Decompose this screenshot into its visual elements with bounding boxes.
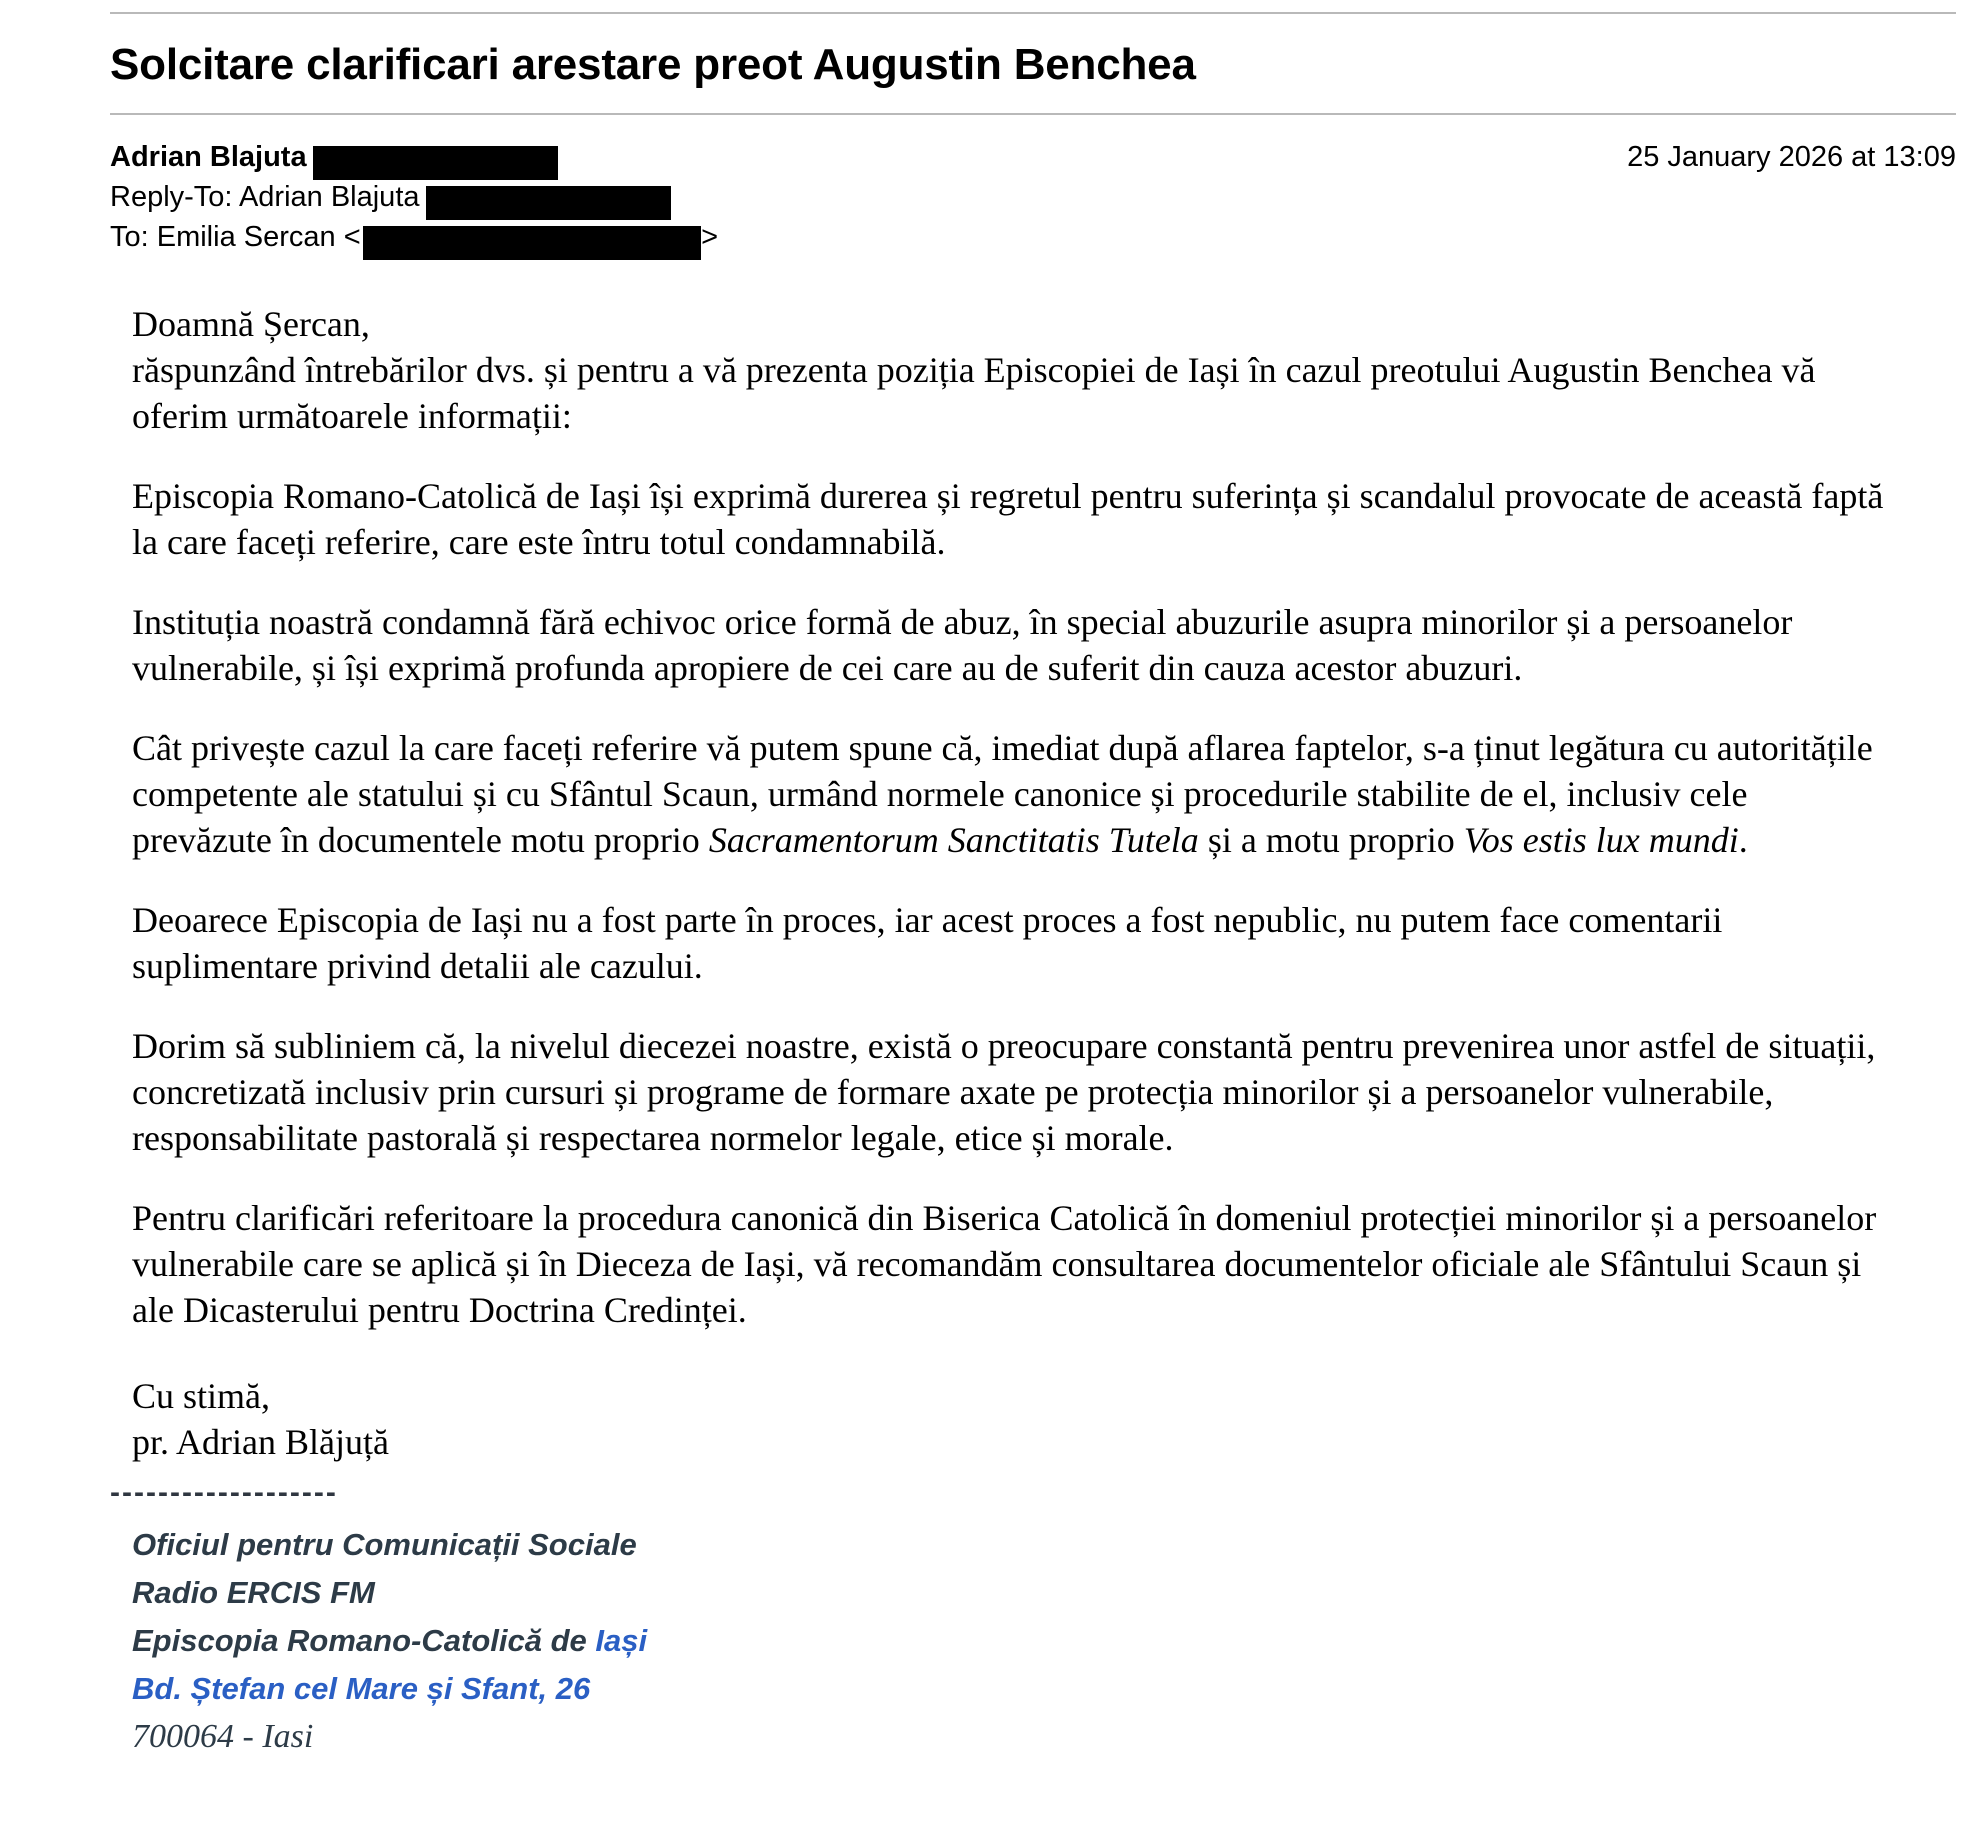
signature-name: pr. Adrian Blăjuță bbox=[132, 1422, 389, 1463]
reply-to-label: Reply-To: Adrian Blajuta bbox=[110, 181, 420, 214]
body-intro: răspunzând întrebărilor dvs. și pentru a vă prezenta poziția Episcopiei de Iași în cazul preotului Augustin Benchea vă oferim următoarele informații: bbox=[132, 350, 1816, 437]
page-title: Solcitare clarificari arestare preot Augustin Benchea bbox=[110, 40, 1196, 89]
footer-diocese-line bbox=[132, 1617, 1956, 1665]
header-to-line bbox=[110, 217, 1956, 260]
email-content bbox=[110, 0, 1956, 1761]
body-paragraph-3 bbox=[132, 725, 1892, 863]
footer-diocese-text: Episcopia Romano-Catolică de bbox=[132, 1623, 596, 1659]
footer-postal-line: 700064 - Iasi bbox=[132, 1718, 314, 1756]
signature-separator: ------------------- bbox=[110, 1476, 338, 1510]
body-paragraph-3-text-c: . bbox=[1738, 820, 1748, 861]
email-timestamp: 25 January 2026 at 13:09 bbox=[1627, 141, 1956, 174]
body-paragraph-1: Episcopia Romano-Catolică de Iași își exprimă durerea și regretul pentru suferința și scandalul provocate de această faptă la care faceți referire, care este întru totul condamnabilă. bbox=[132, 476, 1884, 563]
email-body bbox=[132, 301, 1892, 1333]
footer-diocese-link[interactable]: Iași bbox=[595, 1623, 648, 1659]
sender-address-redaction: <adrian@ercis.ro> bbox=[313, 146, 558, 180]
body-paragraph-3-text-b: și a motu proprio bbox=[1198, 820, 1464, 861]
body-salutation: Doamnă Șercan, bbox=[132, 304, 370, 345]
footer-radio-line: Radio ERCIS FM bbox=[132, 1575, 375, 1611]
reply-to-address-redaction: <adrian@ercis.ro> bbox=[426, 186, 671, 220]
sender-name: Adrian Blajuta bbox=[110, 141, 307, 174]
header-reply-to-line bbox=[110, 177, 1956, 220]
body-paragraph-3-italic-b: Vos estis lux mundi bbox=[1463, 820, 1739, 861]
body-paragraph-3-text-a: Cât privește cazul la care faceți referire vă putem spune că, imediat după aflarea faptelor, s-a ținut legătura cu autoritățile competente ale statului și cu Sfântul Scaun, urmând normele canonice și procedurile stabilite de el, inclusiv cele prevăzute în documentele motu proprio bbox=[132, 728, 1873, 861]
title-divider bbox=[110, 113, 1956, 115]
recipient-address-redaction: emilia.sercan@gmail.com bbox=[363, 226, 701, 260]
signature-closing: Cu stimă, bbox=[132, 1376, 271, 1417]
top-divider bbox=[110, 12, 1956, 14]
email-header-block bbox=[110, 137, 1956, 260]
footer-address-link[interactable]: Bd. Ștefan cel Mare și Sfant, 26 bbox=[132, 1671, 591, 1707]
body-paragraph-3-italic-a: Sacramentorum Sanctitatis Tutela bbox=[708, 820, 1199, 861]
body-paragraph-6: Pentru clarificări referitoare la procedura canonică din Biserica Catolică în domeniul protecției minorilor și a persoanelor vulnerabile care se aplică și în Dieceza de Iași, vă recomandăm consultarea documentelor oficiale ale Sfântului Scaun și ale Dicasterului pentru Doctrina Credinței. bbox=[132, 1198, 1877, 1331]
body-paragraph-4: Deoarece Episcopia de Iași nu a fost parte în proces, iar acest proces a fost nepublic, nu putem face comentarii suplimentare privind detalii ale cazului. bbox=[132, 900, 1723, 987]
recipient-label: To: Emilia Sercan < bbox=[110, 221, 361, 254]
recipient-bracket-close: > bbox=[701, 221, 719, 254]
body-paragraph-5: Dorim să subliniem că, la nivelul diecezei noastre, există o preocupare constantă pentru prevenirea unor astfel de situații, concretizată inclusiv prin cursuri și programe de formare axate pe protecția minorilor și a persoanelor vulnerabile, responsabilitate pastorală și respectarea normelor legale, etice și morale. bbox=[132, 1026, 1876, 1159]
signature-block bbox=[132, 1373, 1956, 1465]
signature-footer bbox=[132, 1521, 1956, 1761]
footer-office-line: Oficiul pentru Comunicații Sociale bbox=[132, 1527, 637, 1563]
body-paragraph-2: Instituția noastră condamnă fără echivoc orice formă de abuz, în special abuzurile asupra minorilor și a persoanelor vulnerabile, și își exprimă profunda apropiere de cei care au de suferit din cauza acestor abuzuri. bbox=[132, 602, 1793, 689]
